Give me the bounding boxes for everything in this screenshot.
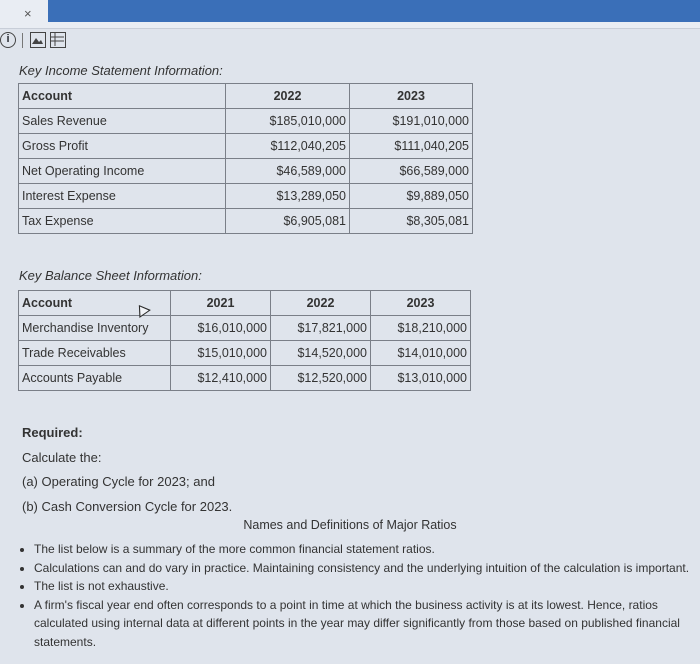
header-account: Account	[19, 291, 171, 316]
list-item: • A firm's fiscal year end often corresponds to a point in time at which the business activity is at its lowest. Hence, ratios calculated using internal data at different points in the year may differ significantly from those based on published financial statements.	[34, 596, 694, 652]
ratios-list	[18, 540, 694, 651]
value-cell: $185,010,000	[226, 109, 350, 134]
value-cell: $12,410,000	[171, 366, 271, 391]
list-item: • Calculations can and do vary in practice. Maintaining consistency and the underlying intuition of the calculation is important.	[34, 559, 694, 578]
table-row	[19, 209, 473, 234]
income-table	[18, 83, 473, 234]
table-row	[19, 366, 471, 391]
header-year: 2022	[226, 84, 350, 109]
account-cell: Trade Receivables	[19, 341, 171, 366]
account-cell: Sales Revenue	[19, 109, 226, 134]
required-section	[22, 421, 232, 519]
table-row	[19, 341, 471, 366]
header-year: 2021	[171, 291, 271, 316]
window-topbar	[0, 0, 700, 29]
account-cell: Merchandise Inventory	[19, 316, 171, 341]
toolbar-divider	[22, 33, 23, 48]
account-cell: Accounts Payable	[19, 366, 171, 391]
balance-title: Key Balance Sheet Information:	[19, 268, 202, 283]
required-item-b: (b) Cash Conversion Cycle for 2023.	[22, 498, 233, 514]
value-cell: $14,520,000	[271, 341, 371, 366]
header-year: 2022	[271, 291, 371, 316]
value-cell: $13,289,050	[226, 184, 350, 209]
grid-icon[interactable]	[50, 32, 66, 48]
toolbar	[0, 30, 700, 52]
value-cell: $18,210,000	[371, 316, 471, 341]
value-cell: $16,010,000	[171, 316, 271, 341]
table-row	[19, 159, 473, 184]
title-bar-accent	[48, 0, 700, 22]
table-row	[19, 184, 473, 209]
balance-table	[18, 290, 471, 391]
value-cell: $111,040,205	[350, 134, 473, 159]
required-item-a: (a) Operating Cycle for 2023; and	[22, 474, 215, 489]
value-cell: $191,010,000	[350, 109, 473, 134]
value-cell: $8,305,081	[350, 209, 473, 234]
account-cell: Interest Expense	[19, 184, 226, 209]
value-cell: $66,589,000	[350, 159, 473, 184]
info-icon[interactable]: i	[0, 32, 16, 48]
header-year: 2023	[350, 84, 473, 109]
image-icon[interactable]	[30, 32, 46, 48]
account-cell: Gross Profit	[19, 134, 226, 159]
table-header-row	[19, 291, 471, 316]
value-cell: $112,040,205	[226, 134, 350, 159]
value-cell: $15,010,000	[171, 341, 271, 366]
value-cell: $12,520,000	[271, 366, 371, 391]
value-cell: $13,010,000	[371, 366, 471, 391]
value-cell: $17,821,000	[271, 316, 371, 341]
account-cell: Net Operating Income	[19, 159, 226, 184]
table-row	[19, 109, 473, 134]
list-item: • The list is not exhaustive.	[34, 577, 694, 596]
header-account: Account	[19, 84, 226, 109]
table-header-row	[19, 84, 473, 109]
table-row	[19, 316, 471, 341]
table-row	[19, 134, 473, 159]
value-cell: $14,010,000	[371, 341, 471, 366]
value-cell: $9,889,050	[350, 184, 473, 209]
required-label: Required:	[22, 425, 83, 440]
required-intro: Calculate the:	[22, 449, 102, 465]
income-title: Key Income Statement Information:	[19, 63, 223, 78]
list-item: • The list below is a summary of the more common financial statement ratios.	[34, 540, 694, 559]
header-year: 2023	[371, 291, 471, 316]
account-cell: Tax Expense	[19, 209, 226, 234]
ratios-title: Names and Definitions of Major Ratios	[243, 518, 457, 532]
value-cell: $6,905,081	[226, 209, 350, 234]
close-icon[interactable]: ×	[24, 6, 32, 21]
value-cell: $46,589,000	[226, 159, 350, 184]
